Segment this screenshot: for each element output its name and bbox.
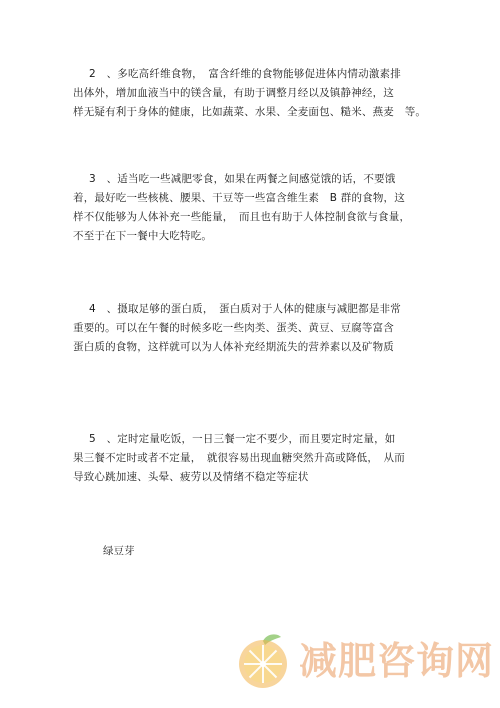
paragraph-line: 重要的。可以在午餐的时候多吃一些肉类、蛋类、黄豆、豆腐等富含 (73, 322, 394, 334)
paragraph-line: 4 、摄取足够的蛋白质， 蛋白质对于人体的健康与减肥都是非常 (89, 303, 401, 315)
paragraph-line: 3 、适当吃一些减肥零食，如果在两餐之间感觉饿的话，不要饿 (89, 173, 396, 185)
paragraph-line: 样不仅能够为人体补充一些能量， 而且也有助于人体控制食欲与食量， (73, 211, 411, 223)
paragraph-4 (73, 430, 433, 487)
lemon-slice-icon (233, 631, 293, 691)
paragraph-2 (73, 170, 433, 246)
paragraph-line: 着，最好吃一些核桃、腰果、干豆等一些富含维生素 B 群的食物，这 (73, 192, 405, 204)
paragraph-line: 导致心跳加速、头晕、疲劳以及情绪不稳定等症状 (73, 471, 309, 483)
paragraph-line: 2 、多吃高纤维食物， 富含纤维的食物能够促进体内情动激素排 (89, 68, 401, 80)
paragraph-line: 蛋白质的食物，这样就可以为人体补充经期流失的营养素以及矿物质 (73, 341, 394, 353)
paragraph-line: 5 、定时定量吃饭，一日三餐一定不要少，而且要定时定量，如 (89, 433, 396, 445)
paragraph-line: 样无疑有利于身体的健康，比如蔬菜、水果、全麦面包、糙米、燕麦 等。 (73, 106, 427, 118)
paragraph-line: 出体外，增加血液当中的镁含量，有助于调整月经以及镇静神经，这 (73, 87, 394, 99)
paragraph-3 (73, 300, 433, 357)
watermark-text: 减肥咨询网 (299, 639, 495, 683)
paragraph-line: 不至于在下一餐中大吃特吃。 (73, 230, 213, 242)
paragraph-line: 果三餐不定时或者不定量， 就很容易出现血糖突然升高或降低， 从而 (73, 452, 405, 464)
paragraph-1 (73, 65, 433, 122)
site-watermark (233, 626, 495, 696)
image-caption: 绿豆芽 (103, 545, 135, 557)
